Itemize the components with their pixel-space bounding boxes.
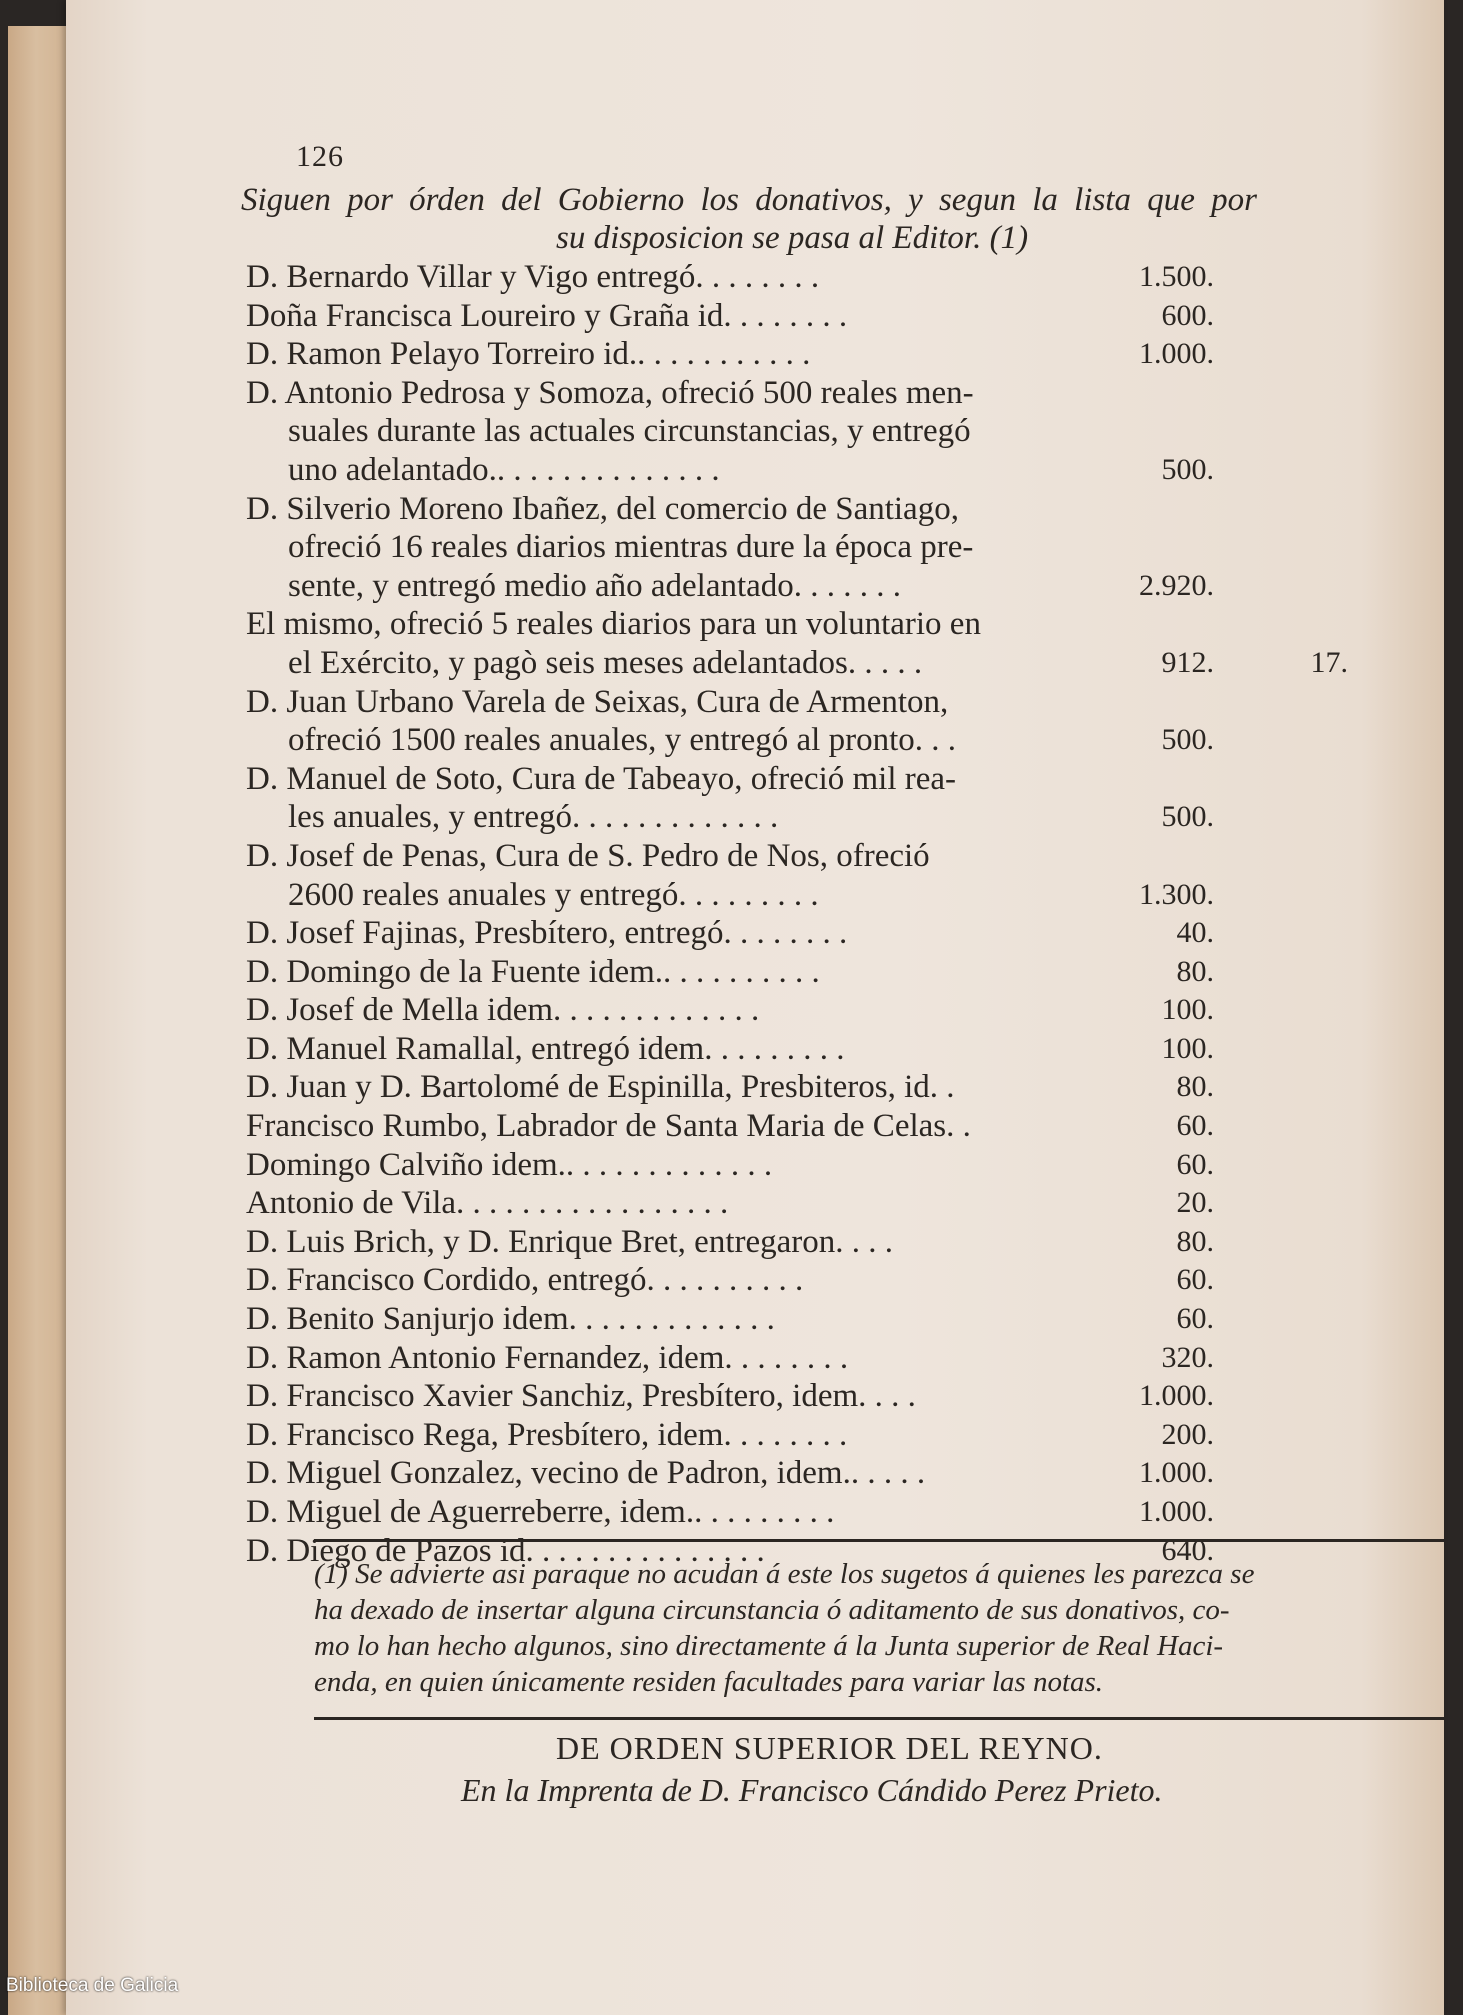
donation-text: D. Manuel Ramallal, entregó idem. . . . . . . . . <box>246 1030 845 1067</box>
donation-amount: 912. <box>1161 645 1214 679</box>
donation-entry <box>246 1030 1386 1069</box>
donation-entry-line <box>246 1030 1386 1069</box>
donation-text: D. Miguel Gonzalez, vecino de Padron, idem.. . . . . <box>246 1455 926 1492</box>
donation-text: sente, y entregó medio año adelantado. . . . . . . <box>288 567 902 604</box>
donation-entry <box>246 374 1386 490</box>
colophon-imprint: En la Imprenta de D. Francisco Cándido Perez Prieto. <box>461 1772 1163 1808</box>
donation-entry-line <box>246 335 1386 374</box>
donation-text: D. Manuel de Soto, Cura de Tabeayo, ofreció mil rea- <box>246 760 957 797</box>
donation-text: uno adelantado.. . . . . . . . . . . . . . <box>288 451 720 488</box>
footnote-line: (1) Se advierte asi paraque no acudan á este los sugetos á quienes les parezca se <box>314 1558 1255 1590</box>
donation-entry-line <box>246 876 1386 915</box>
donation-entry-line <box>246 721 1386 760</box>
donation-amount: 100. <box>1161 993 1214 1027</box>
donation-entry-line <box>246 567 1386 606</box>
donation-amount: 2.920. <box>1139 568 1214 602</box>
donation-amount: 1.000. <box>1139 1456 1214 1490</box>
donation-text: D. Bernardo Villar y Vigo entregó. . . . . . . . <box>246 259 820 295</box>
donation-entry-line <box>246 528 1386 567</box>
page-number: 126 <box>296 140 344 173</box>
donation-amount: 640. <box>1161 1533 1214 1567</box>
donation-amount: 1.500. <box>1139 260 1214 293</box>
donation-amount: 500. <box>1161 452 1214 486</box>
donation-text: D. Silverio Moreno Ibañez, del comercio de Santiago, <box>246 490 959 527</box>
donation-text: D. Francisco Cordido, entregó. . . . . . . . . . <box>246 1262 804 1299</box>
donation-entry-line <box>246 991 1386 1030</box>
donation-entry-line <box>246 1068 1386 1107</box>
donation-entry <box>246 1454 1386 1493</box>
donation-entry-line <box>246 953 1386 992</box>
donation-entry-line <box>246 644 1386 683</box>
donation-entry-line <box>246 374 1386 413</box>
donation-entry-line <box>246 1493 1386 1532</box>
donation-list <box>246 258 1386 1570</box>
marginal-note: 17. <box>1310 645 1348 679</box>
donation-amount: 40. <box>1176 916 1214 950</box>
donation-entry <box>246 953 1386 992</box>
donation-text: D. Juan Urbano Varela de Seixas, Cura de Armenton, <box>246 683 949 720</box>
donation-entry <box>246 1261 1386 1300</box>
donation-text: Francisco Rumbo, Labrador de Santa Maria de Celas. . <box>246 1108 971 1145</box>
donation-entry <box>246 991 1386 1030</box>
donation-text: D. Josef de Penas, Cura de S. Pedro de Nos, ofreció <box>246 837 930 874</box>
donation-entry-line <box>246 412 1386 451</box>
donation-text: D. Francisco Xavier Sanchiz, Presbítero, idem. . . . <box>246 1378 916 1415</box>
donation-amount: 80. <box>1176 1224 1214 1258</box>
donation-text: D. Benito Sanjurjo idem. . . . . . . . . . . . . <box>246 1301 775 1338</box>
donation-text: D. Diego de Pazos id. . . . . . . . . . . . . . . <box>246 1532 765 1569</box>
donation-entry-line <box>246 1416 1386 1455</box>
donation-entry-line <box>246 1223 1386 1262</box>
donation-entry <box>246 1416 1386 1455</box>
donation-text: D. Francisco Rega, Presbítero, idem. . . . . . . . <box>246 1416 848 1453</box>
donation-entry <box>246 297 1386 336</box>
donation-amount: 100. <box>1161 1031 1214 1065</box>
donation-entry-line <box>246 1261 1386 1300</box>
donation-text: Doña Francisca Loureiro y Graña id. . . . . . . . <box>246 297 848 334</box>
heading-line-1: Siguen por órden del Gobierno los donativos, y segun la lista que por <box>241 182 1257 218</box>
footnote <box>314 1556 1454 1700</box>
donation-entry-line <box>246 837 1386 876</box>
donation-entry <box>246 1493 1386 1532</box>
heading-line-2: su disposicion se pasa al Editor. (1) <box>556 220 1029 256</box>
donation-text: D. Ramon Antonio Fernandez, idem. . . . . . . . <box>246 1339 849 1376</box>
donation-entry <box>246 1339 1386 1378</box>
donation-text: El mismo, ofreció 5 reales diarios para un voluntario en <box>246 606 981 643</box>
scanned-page <box>66 0 1444 2015</box>
footnote-line: enda, en quien únicamente residen facultades para variar las notas. <box>314 1666 1104 1698</box>
donation-entry-line <box>246 914 1386 953</box>
donation-entry-line <box>246 1184 1386 1223</box>
colophon-title: DE ORDEN SUPERIOR DEL REYNO. <box>556 1730 1103 1766</box>
donation-text: les anuales, y entregó. . . . . . . . . . . . . <box>288 799 779 836</box>
page-content <box>66 0 1444 2015</box>
donation-text: D. Josef Fajinas, Presbítero, entregó. . . . . . . . <box>246 915 848 952</box>
donation-amount: 500. <box>1161 800 1214 834</box>
donation-text: D. Josef de Mella idem. . . . . . . . . . . . . <box>246 992 760 1029</box>
donation-entry-line <box>246 798 1386 837</box>
donation-amount: 1.000. <box>1139 1379 1214 1413</box>
donation-entry-line <box>246 1146 1386 1185</box>
donation-amount: 500. <box>1161 723 1214 757</box>
donation-entry <box>246 760 1386 837</box>
donation-text: suales durante las actuales circunstancias, y entregó <box>288 413 971 450</box>
donation-amount: 1.300. <box>1139 877 1214 911</box>
donation-entry-line <box>246 1339 1386 1378</box>
donation-amount: 80. <box>1176 954 1214 988</box>
library-watermark: Biblioteca de Galicia <box>6 1975 179 1996</box>
donation-entry <box>246 1377 1386 1416</box>
donation-text: D. Luis Brich, y D. Enrique Bret, entregaron. . . . <box>246 1223 894 1260</box>
donation-amount: 60. <box>1176 1109 1214 1143</box>
donation-entry-line <box>246 1454 1386 1493</box>
donation-amount: 1.000. <box>1139 1495 1214 1528</box>
donation-entry-line <box>246 258 1386 297</box>
donation-text: Antonio de Vila. . . . . . . . . . . . . . . . . <box>246 1185 729 1222</box>
donation-amount: 60. <box>1176 1263 1214 1297</box>
donation-entry-line <box>246 297 1386 336</box>
donation-amount: 60. <box>1176 1302 1214 1336</box>
donation-text: el Exército, y pagò seis meses adelantados. . . . . <box>288 644 923 681</box>
donation-entry <box>246 258 1386 297</box>
donation-entry <box>246 605 1386 682</box>
donation-entry-line <box>246 760 1386 799</box>
donation-amount: 600. <box>1161 298 1214 332</box>
donation-entry-line <box>246 490 1386 529</box>
donation-text: ofreció 16 reales diarios mientras dure la época pre- <box>288 529 974 566</box>
donation-text: Domingo Calviño idem.. . . . . . . . . . . . . <box>246 1146 773 1183</box>
donation-entry <box>246 335 1386 374</box>
colophon-divider <box>314 1717 1444 1720</box>
donation-text: D. Antonio Pedrosa y Somoza, ofreció 500 reales men- <box>246 374 974 411</box>
donation-entry <box>246 1146 1386 1185</box>
donation-entry-line <box>246 451 1386 490</box>
donation-amount: 20. <box>1176 1186 1214 1220</box>
donation-entry <box>246 1223 1386 1262</box>
footnote-line: mo lo han hecho algunos, sino directamente á la Junta superior de Real Haci- <box>314 1630 1224 1662</box>
donation-amount: 200. <box>1161 1417 1214 1451</box>
donation-entry <box>246 837 1386 914</box>
footnote-divider <box>314 1539 1444 1542</box>
donation-entry <box>246 1184 1386 1223</box>
donation-text: D. Ramon Pelayo Torreiro id.. . . . . . . . . . . <box>246 336 811 373</box>
donation-entry-line <box>246 605 1386 644</box>
donation-entry-line <box>246 1377 1386 1416</box>
donation-text: D. Miguel de Aguerreberre, idem.. . . . . . . . . <box>246 1494 835 1530</box>
donation-amount: 80. <box>1176 1070 1214 1104</box>
donation-amount: 1.000. <box>1139 337 1214 371</box>
donation-entry-line <box>246 683 1386 722</box>
donation-entry <box>246 914 1386 953</box>
donation-text: 2600 reales anuales y entregó. . . . . . . . . <box>288 876 819 913</box>
footnote-line: ha dexado de insertar alguna circunstancia ó aditamento de sus donativos, co- <box>314 1594 1230 1626</box>
donation-amount: 320. <box>1161 1340 1214 1374</box>
donation-amount: 60. <box>1176 1147 1214 1181</box>
donation-entry <box>246 1107 1386 1146</box>
donation-entry <box>246 683 1386 760</box>
donation-entry-line <box>246 1300 1386 1339</box>
donation-entry-line <box>246 1107 1386 1146</box>
donation-entry <box>246 1068 1386 1107</box>
donation-entry <box>246 1300 1386 1339</box>
donation-text: ofreció 1500 reales anuales, y entregó al pronto. . . <box>288 722 957 759</box>
donation-text: D. Domingo de la Fuente idem.. . . . . . . . . . <box>246 953 820 990</box>
donation-text: D. Juan y D. Bartolomé de Espinilla, Presbiteros, id. . <box>246 1069 955 1106</box>
donation-entry <box>246 490 1386 606</box>
